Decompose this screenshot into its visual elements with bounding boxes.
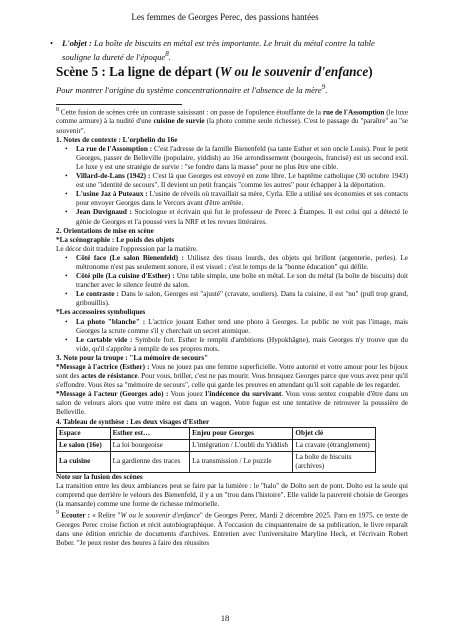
synthesis-table	[56, 427, 376, 473]
fusion-note-heading: Note sur la fusion des scènes	[56, 473, 143, 482]
scenography-heading: *La scénographie : Le poids des objets	[56, 235, 175, 244]
table-row	[57, 439, 376, 451]
list-item: • Villard-de-Lans (1942) : C'est là que Georges est envoyé en zone libre. Le baptême catholique (30 octobre 1943) est une "identité de secours". Il devient un petit français "comme les autres" pour échapper à la déportation.	[56, 172, 408, 190]
column-header: Espace	[57, 427, 111, 439]
object-text: La boîte de biscuits en métal est très importante. Le bruit du métal contre la table souligne la dureté de l'époque	[62, 38, 375, 62]
table-cell: La boîte de biscuits (archives)	[293, 451, 376, 472]
list-item: • L'usine Jaz à Puteaux : L'usine de réveils où travaillait sa mère, Cyrla. Elle a utilisé ses économies et ses contacts pour envoyer Georges dans le Vercors avant d'être arrêtée.	[56, 190, 408, 208]
table-header-row	[57, 427, 376, 439]
page-number: 18	[220, 613, 230, 623]
footnote-ref-9[interactable]: 9	[321, 83, 326, 91]
accessories-heading: *Les accessoires symboliques	[56, 308, 146, 317]
scene-subtitle: Pour montrer l'origine du système concentrationnaire et l'absence de la mère$^9$.	[56, 83, 328, 95]
column-header: Esther est…	[110, 427, 190, 439]
table-cell: Le salon (16e)	[57, 439, 111, 451]
column-header: Objet clé	[293, 427, 376, 439]
bullet-marker: •	[50, 38, 54, 48]
list-item: • Côté pile (La cuisine d'Esther) : Une table simple, une boîte en métal. Le son du métal (la boîte de biscuits) doit trancher avec le silence feutré du salon.	[56, 272, 408, 290]
list-item: • Le cartable vide : Symbole fort. Esther le remplit d'ambitions (Hypokhâgne), mais Georges n'y trouve que du vide, qu'il s'apprête à remplir de ses propres mots.	[56, 336, 408, 354]
footnote-8: $^8$ Cette fusion de scènes crée un contraste saisissant : on passe de l'opulence étouffante de la rue de l'Assomption (le luxe comme armure) à la nudité d'une cuisine de survie (la photo comme seule richesse). C'est le passage du "paraître" au "se souvenir".	[56, 107, 409, 135]
list-item: • Côté face (Le salon Bienenfeld) : Utilisez des tissus lourds, des objets qui brillent (argenterie, perles). Le métronome n'est pas seulement sonore, il est visuel : c'est le temps de la "bonne éducation" qui défile.	[56, 254, 408, 272]
table-cell: La cravate (étranglement)	[293, 439, 376, 451]
table-cell: La cuisine	[57, 451, 111, 472]
context-notes-list	[56, 145, 408, 227]
column-header: Enjeu pour Georges	[190, 427, 293, 439]
table-cell: La transmission / Le puzzle	[190, 451, 293, 472]
section-3-heading: 3. Note pour la troupe : "La mémoire de secours"	[56, 353, 209, 362]
footnote-9: $^9$ Ecouter : « Relire "W ou le souvenir d'enfance" de Georges Perec, Mardi 2 décembre 2025. Paru en 1975, ce texte de Georges Perec croise fiction et récit autobiographique. À l'occasion du cinquantenaire de sa publication, le livre reparaît dans une édition enrichie de documents d'archives. Entretien avec l'universitaire Maryline Heck, et l'écrivain Robert Bober. "Je peux rester des heures à faire des réussites	[56, 510, 408, 548]
list-item: • La photo "blanche" : L'actrice jouant Esther tend une photo à Georges. Le public ne voit pas l'image, mais Georges la scrute comme s'il y cherchait un secret atomique.	[56, 318, 408, 336]
section-4-heading: 4. Tableau de synthèse : Les deux visages d'Esther	[56, 417, 210, 426]
list-item: • Jean Duvignaud : Sociologue et écrivain qui fut le professeur de Perec à Étampes. Il est celui qui a détecté le génie de Georges et l'a poussé vers la NRF et les revues littéraires.	[56, 208, 408, 226]
message-georges: *Message à l'acteur (Georges ado) : Vous jouez l'indécence du survivant. Vous vous sentez coupable d'être dans un salon de velours alors que votre mère est dans un wagon. Votre fugue est une tentative de retrouver la poussière de Belleville.	[56, 390, 408, 417]
section-2-heading: 2. Orientations de mise en scène	[56, 226, 154, 235]
scenography-intro: Le décor doit traduire l'oppression par la matière.	[56, 244, 198, 253]
footnote-separator	[56, 104, 182, 105]
list-item: • La rue de l'Assomption : C'est l'adresse de la famille Bienenfeld (sa tante Esther et son oncle Louis). Pour le petit Georges, passer de Belleville (populaire, yiddish) au 16e arrondissement (bourgeois, francisé) est un second exil. Le luxe y est une stratégie de survie : "se fondre dans la masse" pour ne plus être une cible.	[56, 145, 408, 172]
object-label: L'objet :	[62, 38, 92, 48]
list-item: • Le contraste : Dans le salon, Georges est "ajusté" (cravate, souliers). Dans la cuisine, il est "nu" (pull trop grand, gribouillis).	[56, 290, 408, 308]
object-bullet: • L'objet : La boîte de biscuits en métal est très importante. Le bruit du métal contre la table souligne la dureté de l'époque$^8$.	[50, 38, 375, 62]
scene-title: Scène 5 : La ligne de départ (W ou le souvenir d'enfance)	[56, 64, 373, 79]
table-cell: La loi bourgeoise	[110, 439, 190, 451]
section-1-heading: 1. Notes de contexte : L'orphelin du 16e	[56, 135, 178, 144]
table-cell: La gardienne des traces	[110, 451, 190, 472]
table-row	[57, 451, 376, 472]
footnote-ref-8[interactable]: 8	[165, 50, 169, 58]
document-body	[56, 106, 408, 548]
message-esther: *Message à l'actrice (Esther) : Vous ne jouez pas une femme superficielle. Votre autorité et votre amour pour les bijoux sont des actes de résistance. Pour vous, briller, c'est ne pas mourir. Vous brusquez Georges parce que vous avez peur qu'il s'effondre. Vous êtes sa "mémoire de secours", celle qui garde les preuves en attendant qu'il soit capable de les regarder.	[56, 363, 408, 390]
table-cell: L'intégration / L'oubli du Yiddish	[190, 439, 293, 451]
fusion-note-text: La transition entre les deux ambiances peut se faire par la lumière : le "halo" de Dolto sert de pont. Dolto est la seule qui comprend que derrière le velours des Bienenfeld, il y a un "trou dans l'histoire". Elle valide la pauvreté choisie de Georges (la mansarde) comme une forme de richesse mémorielle.	[56, 482, 408, 509]
running-header: Les femmes de Georges Perec, des passions hantées	[131, 12, 319, 22]
scenography-list	[56, 254, 408, 309]
accessories-list	[56, 318, 408, 354]
